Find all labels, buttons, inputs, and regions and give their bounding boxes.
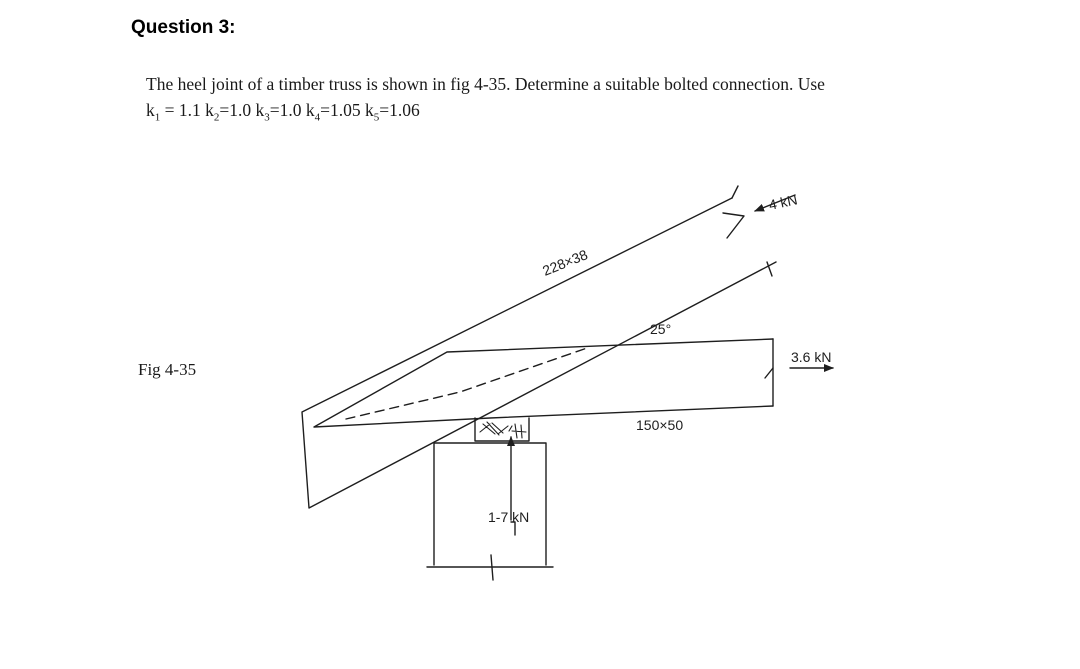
hidden-edge-dashed <box>346 347 590 419</box>
base-tick <box>491 555 493 580</box>
tie-size-label: 150×50 <box>636 417 684 433</box>
tie-member <box>314 339 773 427</box>
bearing-hatch <box>480 422 526 438</box>
factor-k2: $k_2=1.0$ <box>205 100 252 124</box>
factor-k1: $k_1 = 1.1$ <box>146 100 201 124</box>
tie-force-tick <box>765 368 773 378</box>
figure-label: Fig 4-35 <box>138 360 197 379</box>
rafter-force-label: 4 kN <box>767 191 799 213</box>
rafter-end-cut <box>723 213 744 238</box>
factor-k3: $k_3=1.0$ <box>255 100 302 124</box>
rafter-end-tick <box>732 186 738 198</box>
factor-k4: $k_4=1.05$ <box>305 100 361 124</box>
support-block <box>434 443 546 565</box>
rafter-size-label: 228×38 <box>540 246 590 279</box>
angle-label: 25° <box>650 321 672 337</box>
rafter-member <box>302 198 776 508</box>
problem-statement: The heel joint of a timber truss is shown in fig 4-35. Determine a suitable bolted connection. Use <box>146 74 825 94</box>
question-heading: Question 3: <box>131 17 236 38</box>
factor-k5: $k_5=1.06$ <box>365 100 420 124</box>
reaction-force-label: 1-7 kN <box>488 509 530 525</box>
tie-force-label: 3.6 kN <box>791 349 832 365</box>
